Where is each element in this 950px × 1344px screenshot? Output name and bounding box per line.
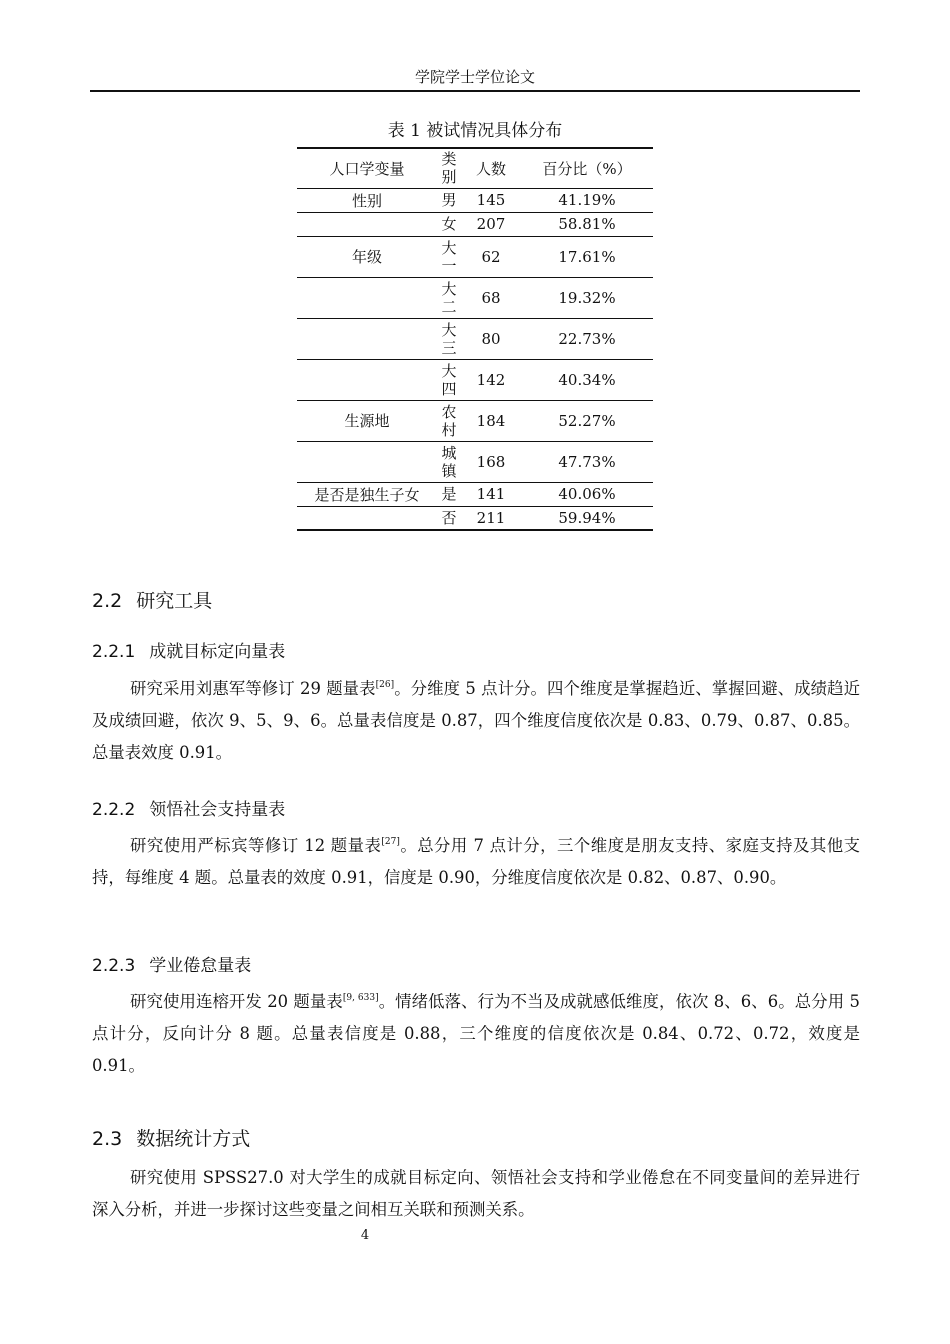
percent-cell: 41.19% (558, 191, 616, 209)
percent-cell: 19.32% (558, 288, 616, 307)
column-header: 人数 (475, 159, 506, 178)
column-header: 类别 (441, 150, 457, 187)
percent-cell: 47.73% (558, 452, 616, 471)
percent-cell: 22.73% (558, 329, 616, 348)
column-header: 百分比（%） (542, 159, 632, 178)
variable-cell (297, 277, 437, 318)
citation: [26] (375, 680, 395, 690)
category-cell: 城镇 (441, 443, 457, 480)
section-heading-2-2-3 (92, 951, 251, 976)
section-heading-2-3 (92, 1124, 250, 1151)
section-heading-2-2-1 (92, 637, 285, 662)
section-title: 学业倦怠量表 (149, 956, 252, 976)
section-number: 2.2.3 (92, 956, 136, 976)
section-title: 成就目标定向量表 (149, 642, 286, 662)
count-cell: 68 (481, 288, 501, 307)
variable-cell (297, 441, 437, 482)
paragraph-academic-burnout-scale: 研究使用连榕开发 20 题量表[9, 633]。情绪低落、行为不当及成就感低维度，依次 8、6、6。总分用 5 点计分，反向计分 8 题。总量表信度是 0.88，三个维度的信度依次是 0.84、0.72、0.72，效度是 0.91。 (92, 992, 860, 1075)
section-number: 2.2 (92, 590, 123, 612)
table-row (297, 188, 653, 212)
section-title: 数据统计方式 (136, 1128, 251, 1150)
table-row (297, 359, 653, 400)
percent-cell: 40.34% (558, 370, 616, 389)
variable-cell (297, 318, 437, 359)
table-row (297, 506, 653, 530)
count-cell: 141 (476, 485, 506, 503)
table-row (297, 212, 653, 236)
category-cell: 大二 (441, 279, 457, 316)
section-number: 2.2.1 (92, 642, 136, 662)
variable-cell (297, 359, 437, 400)
paragraph-achievement-goal-scale: 研究采用刘惠军等修订 29 题量表[26]。分维度 5 点计分。四个维度是掌握趋近、掌握回避、成绩趋近及成绩回避，依次 9、5、9、6。总量表信度是 0.87，四个维度信度依次是 0.83、0.79、0.87、0.85。总量表效度 0.91。 (92, 679, 860, 762)
category-cell: 女 (441, 215, 457, 233)
paragraph-statistics-method: 研究使用 SPSS27.0 对大学生的成就目标定向、领悟社会支持和学业倦怠在不同变量间的差异进行深入分析，并进一步探讨这些变量之间相互关联和预测关系。 (92, 1168, 860, 1219)
table-caption: 表 1 被试情况具体分布 (387, 121, 563, 141)
category-cell: 大四 (441, 361, 457, 398)
table-row (297, 318, 653, 359)
percent-cell: 52.27% (558, 411, 616, 430)
table-row (297, 400, 653, 441)
percent-cell: 40.06% (558, 485, 616, 503)
variable-cell: 性别 (351, 191, 382, 210)
category-cell: 大一 (441, 238, 457, 275)
count-cell: 145 (476, 191, 506, 209)
table-row (297, 236, 653, 277)
percent-cell: 17.61% (558, 247, 616, 266)
table-row (297, 277, 653, 318)
category-cell: 否 (441, 508, 457, 527)
section-heading-2-2-2 (92, 795, 285, 820)
demographics-table (297, 147, 653, 531)
percent-cell: 59.94% (558, 508, 616, 527)
variable-cell: 是否是独生子女 (314, 485, 420, 504)
variable-cell: 年级 (351, 248, 382, 266)
running-header: 学院学士学位论文 (90, 64, 860, 92)
count-cell: 62 (481, 247, 501, 266)
variable-cell (297, 212, 437, 236)
citation: [27] (381, 837, 400, 847)
count-cell: 207 (476, 215, 506, 233)
count-cell: 211 (476, 508, 506, 527)
count-cell: 142 (476, 370, 506, 389)
section-number: 2.2.2 (92, 800, 136, 820)
table-row (297, 482, 653, 506)
count-cell: 184 (476, 411, 506, 430)
paragraph-social-support-scale: 研究使用严标宾等修订 12 题量表[27]。总分用 7 点计分，三个维度是朋友支持、家庭支持及其他支持，每维度 4 题。总量表的效度 0.91，信度是 0.90，分维度信度依次是 0.82、0.87、0.90。 (92, 836, 860, 887)
table-row (297, 441, 653, 482)
column-header: 人口学变量 (329, 159, 405, 178)
citation: [9, 633] (342, 993, 379, 1003)
section-title: 领悟社会支持量表 (149, 800, 286, 820)
category-cell: 是 (441, 485, 457, 503)
category-cell: 大三 (441, 320, 457, 357)
variable-cell: 生源地 (344, 412, 390, 430)
count-cell: 80 (481, 329, 501, 348)
section-title: 研究工具 (136, 590, 213, 612)
variable-cell (297, 506, 437, 530)
category-cell: 男 (441, 191, 457, 209)
section-number: 2.3 (92, 1128, 123, 1150)
count-cell: 168 (476, 452, 506, 471)
percent-cell: 58.81% (558, 215, 616, 233)
page-number: 4 (360, 1228, 370, 1243)
category-cell: 农村 (441, 402, 457, 439)
section-heading-2-2 (92, 586, 212, 613)
table-header-row (297, 148, 653, 188)
